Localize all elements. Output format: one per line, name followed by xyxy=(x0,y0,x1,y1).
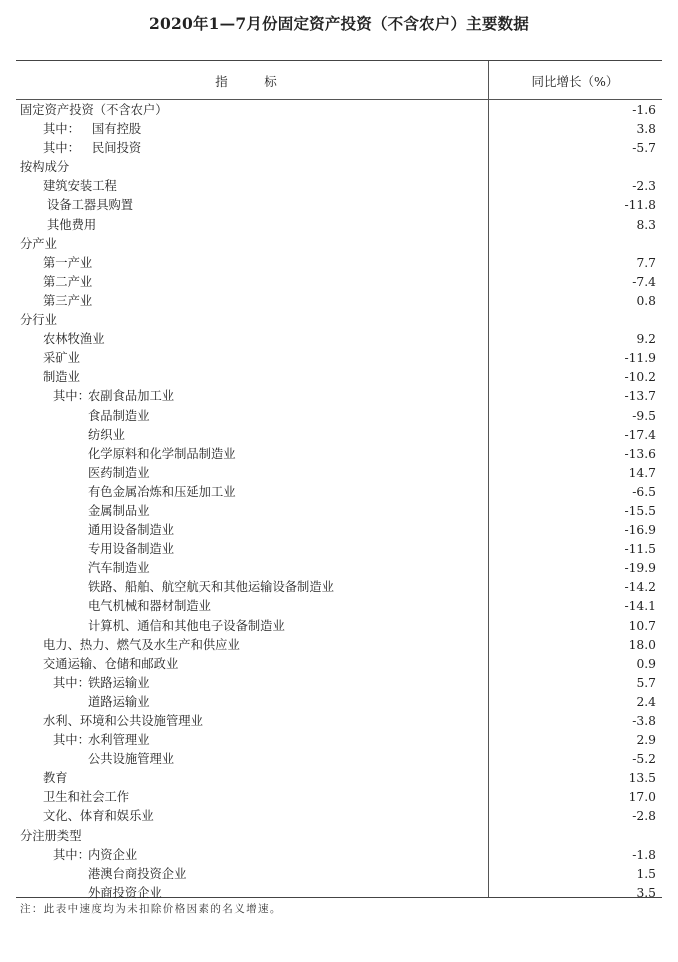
row-value: 17.0 xyxy=(628,790,656,805)
table-row xyxy=(16,674,662,693)
table-row xyxy=(16,521,662,540)
row-value: -5.2 xyxy=(632,752,656,767)
row-label: 国有控股 xyxy=(92,122,142,137)
row-value: 14.7 xyxy=(628,465,656,480)
row-label: 铁路、船舶、航空航天和其他运输设备制造业 xyxy=(88,580,334,595)
table-row xyxy=(16,311,662,330)
row-label: 电力、热力、燃气及水生产和供应业 xyxy=(43,637,240,652)
table-row xyxy=(16,445,662,464)
row-label: 化学原料和化学制品制造业 xyxy=(88,446,236,461)
row-label: 民间投资 xyxy=(92,141,142,156)
row-label: 内资企业 xyxy=(88,847,138,862)
row-value: -3.8 xyxy=(632,714,656,728)
row-value: -13.6 xyxy=(624,446,656,461)
row-prefix: 其中： xyxy=(53,847,90,862)
row-label: 外商投资企业 xyxy=(88,885,162,900)
table-row xyxy=(16,636,662,655)
row-label: 汽车制造业 xyxy=(88,561,150,576)
table-row xyxy=(16,139,662,158)
row-label: 电气机械和器材制造业 xyxy=(88,599,211,614)
row-prefix: 其中： xyxy=(43,141,80,156)
row-label: 分行业 xyxy=(20,313,57,328)
table-row xyxy=(16,807,662,826)
row-label: 卫生和社会工作 xyxy=(43,790,130,805)
row-label: 农副食品加工业 xyxy=(88,389,175,404)
table-row xyxy=(16,788,662,807)
row-label: 教育 xyxy=(43,771,68,786)
table-row xyxy=(16,502,662,521)
row-label: 计算机、通信和其他电子设备制造业 xyxy=(88,618,285,633)
table-row xyxy=(16,597,662,616)
row-value: 2.9 xyxy=(636,733,656,748)
table-row xyxy=(16,655,662,674)
table-body xyxy=(16,101,662,903)
row-prefix: 其中： xyxy=(43,122,80,137)
row-label: 其他费用 xyxy=(47,217,97,232)
header-indicator: 指 标 xyxy=(215,74,289,89)
row-label: 港澳台商投资企业 xyxy=(88,866,187,881)
row-value: -11.8 xyxy=(624,198,656,213)
row-label: 纺织业 xyxy=(88,427,125,442)
row-value: -1.8 xyxy=(632,847,656,862)
table-row xyxy=(16,254,662,273)
row-label: 食品制造业 xyxy=(88,408,150,423)
table-row xyxy=(16,273,662,292)
table-row xyxy=(16,120,662,139)
table-row xyxy=(16,292,662,311)
row-value: 3.8 xyxy=(636,122,656,137)
row-value: -14.2 xyxy=(624,580,656,595)
row-label: 设备工器具购置 xyxy=(47,198,134,213)
row-label: 农林牧渔业 xyxy=(43,332,105,347)
row-label: 按构成分 xyxy=(20,160,70,175)
table-row xyxy=(16,693,662,712)
row-value: 9.2 xyxy=(636,332,656,347)
row-label: 文化、体育和娱乐业 xyxy=(43,809,154,824)
row-label: 建筑安装工程 xyxy=(43,179,117,194)
table-row xyxy=(16,216,662,235)
row-label: 分产业 xyxy=(20,236,57,251)
row-label: 道路运输业 xyxy=(88,694,150,709)
row-prefix: 其中： xyxy=(53,389,90,404)
table-row xyxy=(16,387,662,406)
row-label: 第三产业 xyxy=(43,293,93,308)
row-value: -9.5 xyxy=(632,408,656,423)
row-label: 公共设施管理业 xyxy=(88,752,175,767)
row-label: 医药制造业 xyxy=(88,465,150,480)
row-value: -2.8 xyxy=(632,809,656,824)
row-value: -17.4 xyxy=(624,427,656,442)
row-label: 有色金属冶炼和压延加工业 xyxy=(88,484,236,499)
row-value: 2.4 xyxy=(636,694,656,709)
row-value: 8.3 xyxy=(636,217,656,232)
row-value: -7.4 xyxy=(632,274,656,289)
table-row xyxy=(16,196,662,215)
row-value: 18.0 xyxy=(628,637,656,652)
table-row xyxy=(16,101,662,120)
row-label: 交通运输、仓储和邮政业 xyxy=(43,656,179,671)
table-row xyxy=(16,368,662,387)
row-label: 水利、环境和公共设施管理业 xyxy=(43,714,203,728)
row-value: 13.5 xyxy=(628,771,656,786)
row-label: 第二产业 xyxy=(43,274,93,289)
table-row xyxy=(16,559,662,578)
data-table xyxy=(16,60,662,898)
row-value: -1.6 xyxy=(632,103,656,117)
row-value: -11.5 xyxy=(624,542,656,557)
table-row xyxy=(16,712,662,731)
table-row xyxy=(16,235,662,254)
row-value: -13.7 xyxy=(624,389,656,404)
table-row xyxy=(16,426,662,445)
table-row xyxy=(16,158,662,177)
table-row xyxy=(16,177,662,196)
row-label: 分注册类型 xyxy=(20,828,82,843)
row-label: 水利管理业 xyxy=(88,733,150,748)
row-value: 7.7 xyxy=(636,255,656,270)
table-header xyxy=(16,61,662,100)
table-row xyxy=(16,483,662,502)
row-value: -19.9 xyxy=(624,561,656,576)
row-value: -6.5 xyxy=(632,484,656,499)
row-value: -14.1 xyxy=(624,599,656,614)
row-label: 制造业 xyxy=(43,370,80,385)
row-label: 第一产业 xyxy=(43,255,93,270)
table-row xyxy=(16,349,662,368)
row-value: -10.2 xyxy=(624,370,656,385)
page-title: 2020年1—7月份固定资产投资（不含农户）主要数据 xyxy=(149,14,529,33)
row-value: -11.9 xyxy=(624,351,656,366)
row-value: 0.8 xyxy=(636,293,656,308)
row-label: 铁路运输业 xyxy=(88,675,150,690)
table-row xyxy=(16,731,662,750)
table-row xyxy=(16,769,662,788)
row-label: 采矿业 xyxy=(43,351,80,366)
table-row xyxy=(16,617,662,636)
table-row xyxy=(16,827,662,846)
row-value: -5.7 xyxy=(632,141,656,156)
table-row xyxy=(16,330,662,349)
table-row xyxy=(16,750,662,769)
table-row xyxy=(16,407,662,426)
row-value: 0.9 xyxy=(636,656,656,671)
table-row xyxy=(16,846,662,865)
table-row xyxy=(16,540,662,559)
row-label: 金属制品业 xyxy=(88,503,150,518)
row-value: -15.5 xyxy=(624,503,656,518)
row-label: 专用设备制造业 xyxy=(88,542,175,557)
row-value: 5.7 xyxy=(636,675,656,690)
row-value: -2.3 xyxy=(632,179,656,194)
row-label: 固定资产投资（不含农户） xyxy=(20,103,168,117)
row-value: 10.7 xyxy=(628,618,656,633)
table-note: 注：此表中速度均为未扣除价格因素的名义增速。 xyxy=(20,903,282,915)
row-value: 3.5 xyxy=(636,885,656,900)
row-value: 1.5 xyxy=(636,866,656,881)
table-row xyxy=(16,578,662,597)
row-prefix: 其中： xyxy=(53,675,90,690)
row-value: -16.9 xyxy=(624,523,656,538)
table-row xyxy=(16,865,662,884)
table-row xyxy=(16,464,662,483)
header-growth: 同比增长（%） xyxy=(531,74,619,89)
row-label: 通用设备制造业 xyxy=(88,523,175,538)
row-prefix: 其中： xyxy=(53,733,90,748)
